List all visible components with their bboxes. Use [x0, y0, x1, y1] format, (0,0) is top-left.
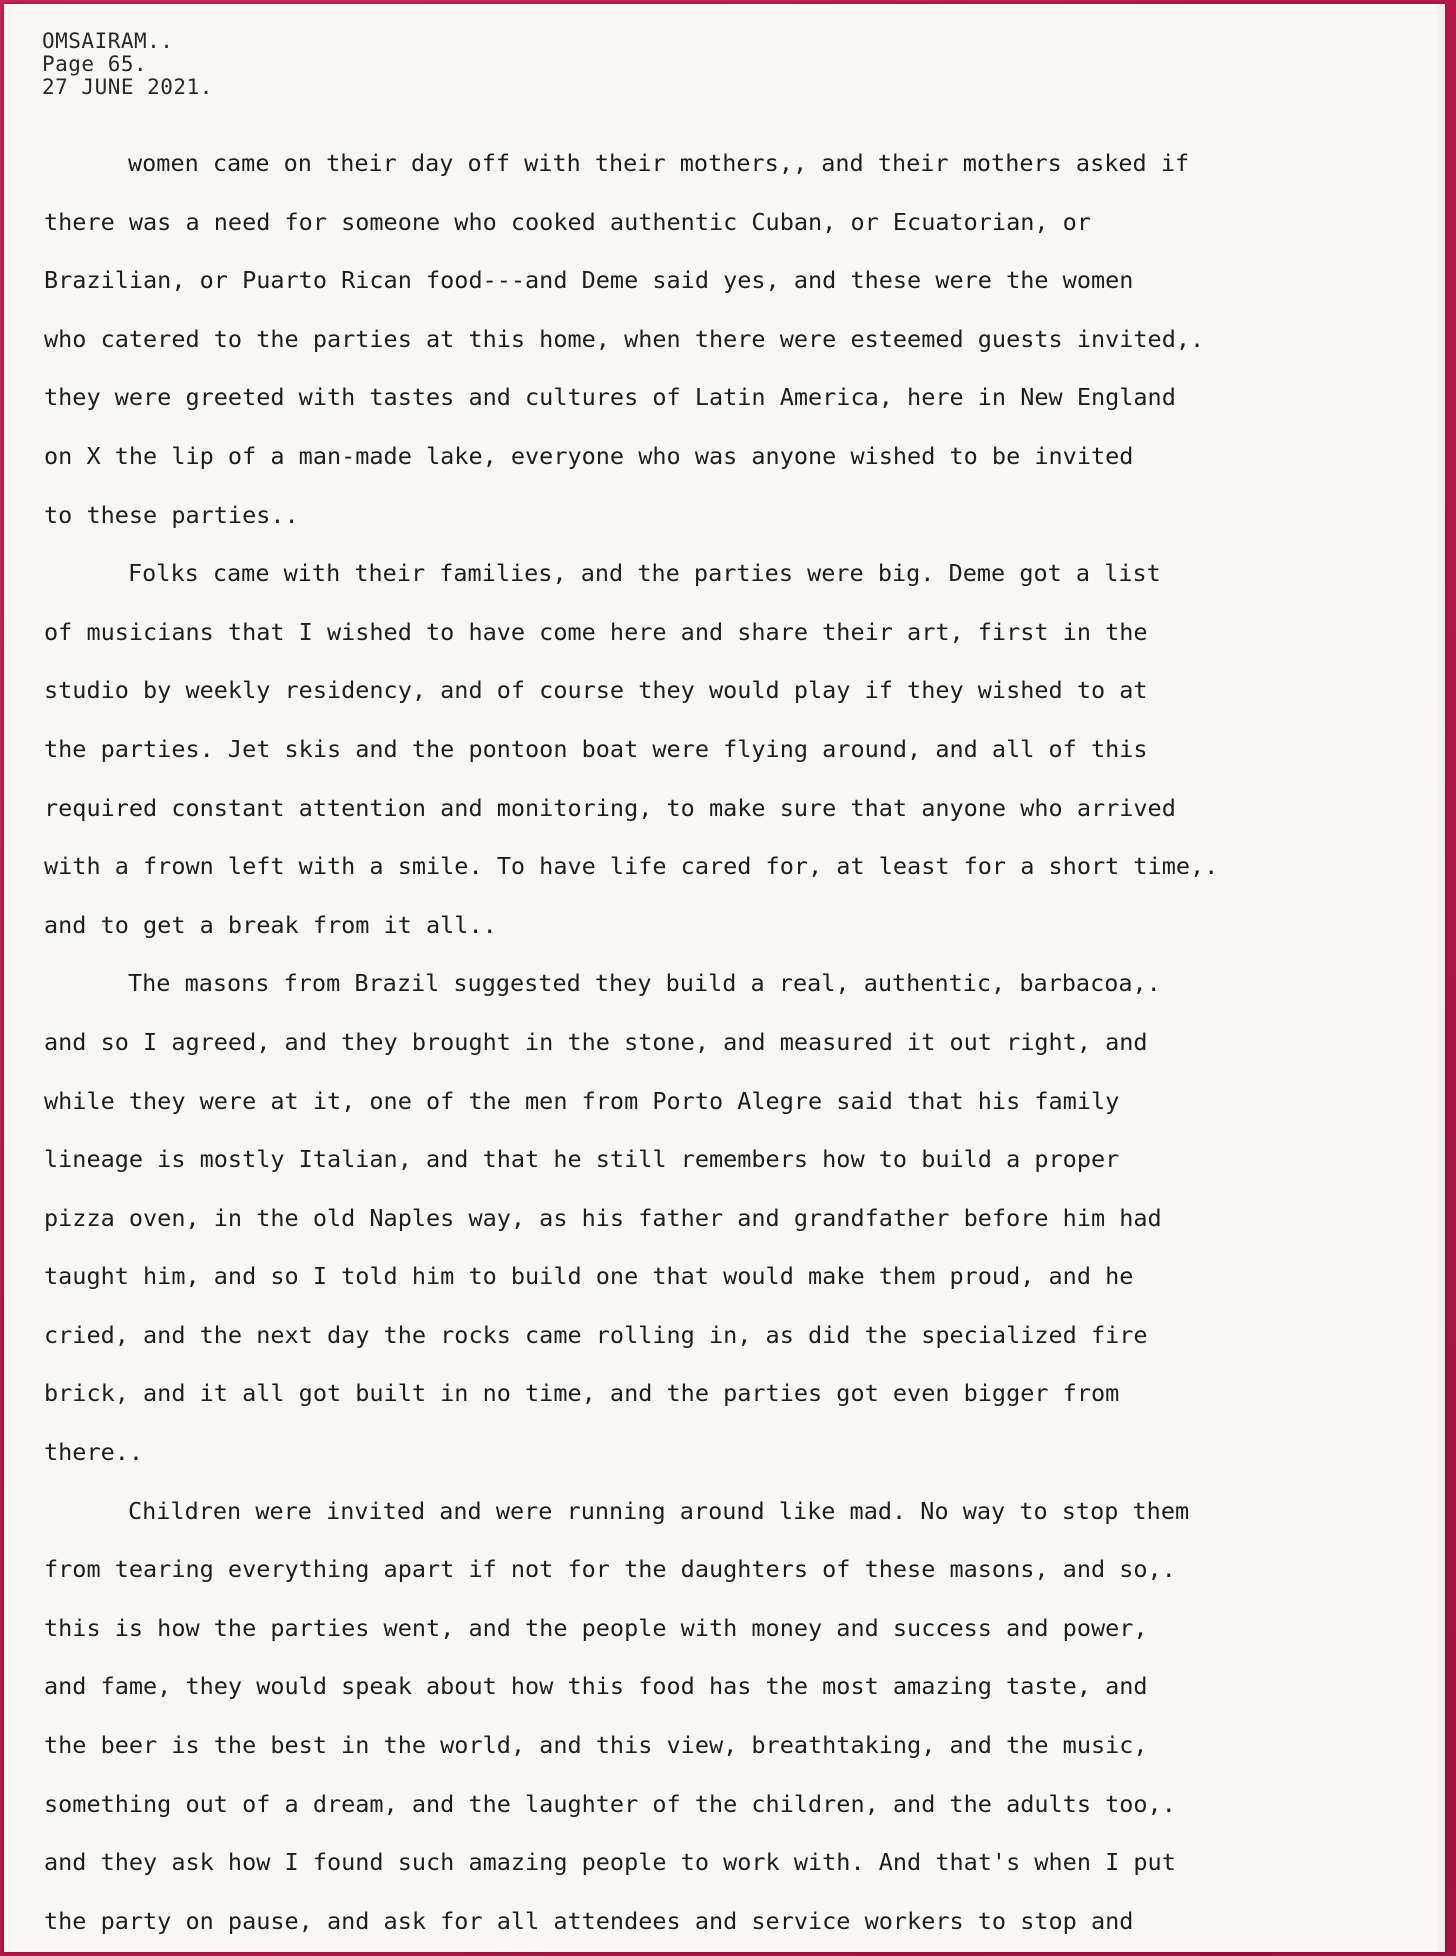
text-line: Children were invited and were running around like mad. No way to stop them — [128, 1496, 1190, 1525]
text-line: and to get a break from it all.. — [44, 910, 497, 939]
text-line: the party on pause, and ask for all attendees and service workers to stop and — [44, 1906, 1134, 1935]
text-line: and so I agreed, and they brought in the stone, and measured it out right, and — [44, 1027, 1148, 1056]
page-header — [42, 30, 213, 99]
text-line: lineage is mostly Italian, and that he still remembers how to build a proper — [44, 1145, 1120, 1174]
header-page-number: Page 65. — [42, 52, 148, 76]
text-line: cried, and the next day the rocks came rolling in, as did the specialized fire — [44, 1320, 1148, 1349]
text-line: Folks came with their families, and the parties were big. Deme got a list — [128, 559, 1161, 588]
text-line: women came on their day off with their mothers,, and their mothers asked if — [128, 149, 1190, 177]
text-line: the parties. Jet skis and the pontoon boat were flying around, and all of this — [44, 734, 1148, 763]
text-line: there was a need for someone who cooked authentic Cuban, or Ecuatorian, or — [44, 207, 1091, 236]
text-line: they were greeted with tastes and cultures of Latin America, here in New England — [44, 383, 1176, 412]
text-line: to these parties.. — [44, 500, 299, 529]
text-line: and fame, they would speak about how this food has the most amazing taste, and — [44, 1672, 1148, 1701]
text-line: from tearing everything apart if not for the daughters of these masons, and so,. — [44, 1555, 1176, 1584]
text-line: who catered to the parties at this home, when there were esteemed guests invited,. — [44, 324, 1205, 353]
text-line: with a frown left with a smile. To have life cared for, at least for a short time,. — [44, 852, 1219, 881]
text-line: The masons from Brazil suggested they build a real, authentic, barbacoa,. — [128, 969, 1161, 998]
header-title: OMSAIRAM.. — [42, 29, 174, 53]
text-line: and they ask how I found such amazing people to work with. And that's when I put — [44, 1848, 1176, 1877]
text-line: of musicians that I wished to have come here and share their art, first in the — [44, 617, 1148, 646]
typed-page — [4, 4, 1445, 1952]
text-line: there.. — [44, 1438, 144, 1467]
text-line: pizza oven, in the old Naples way, as his father and grandfather before him had — [44, 1203, 1162, 1232]
text-line: something out of a dream, and the laughter of the children, and the adults too,. — [44, 1789, 1176, 1818]
text-line: studio by weekly residency, and of course they would play if they wished to at — [44, 676, 1148, 705]
text-line: taught him, and so I told him to build one that would make them proud, and he — [44, 1262, 1134, 1291]
text-line: on X the lip of a man-made lake, everyone who was anyone wished to be invited — [44, 441, 1134, 470]
text-line: the beer is the best in the world, and this view, breathtaking, and the music, — [44, 1731, 1148, 1760]
text-line: Brazilian, or Puarto Rican food---and Deme said yes, and these were the women — [44, 266, 1134, 295]
text-line: brick, and it all got built in no time, and the parties got even bigger from — [44, 1379, 1120, 1408]
text-line: this is how the parties went, and the people with money and success and power, — [44, 1613, 1148, 1642]
text-line: while they were at it, one of the men from Porto Alegre said that his family — [44, 1086, 1120, 1115]
text-line: required constant attention and monitoring, to make sure that anyone who arrived — [44, 793, 1176, 822]
header-date: 27 JUNE 2021. — [42, 75, 213, 99]
body-text — [44, 134, 1414, 1950]
